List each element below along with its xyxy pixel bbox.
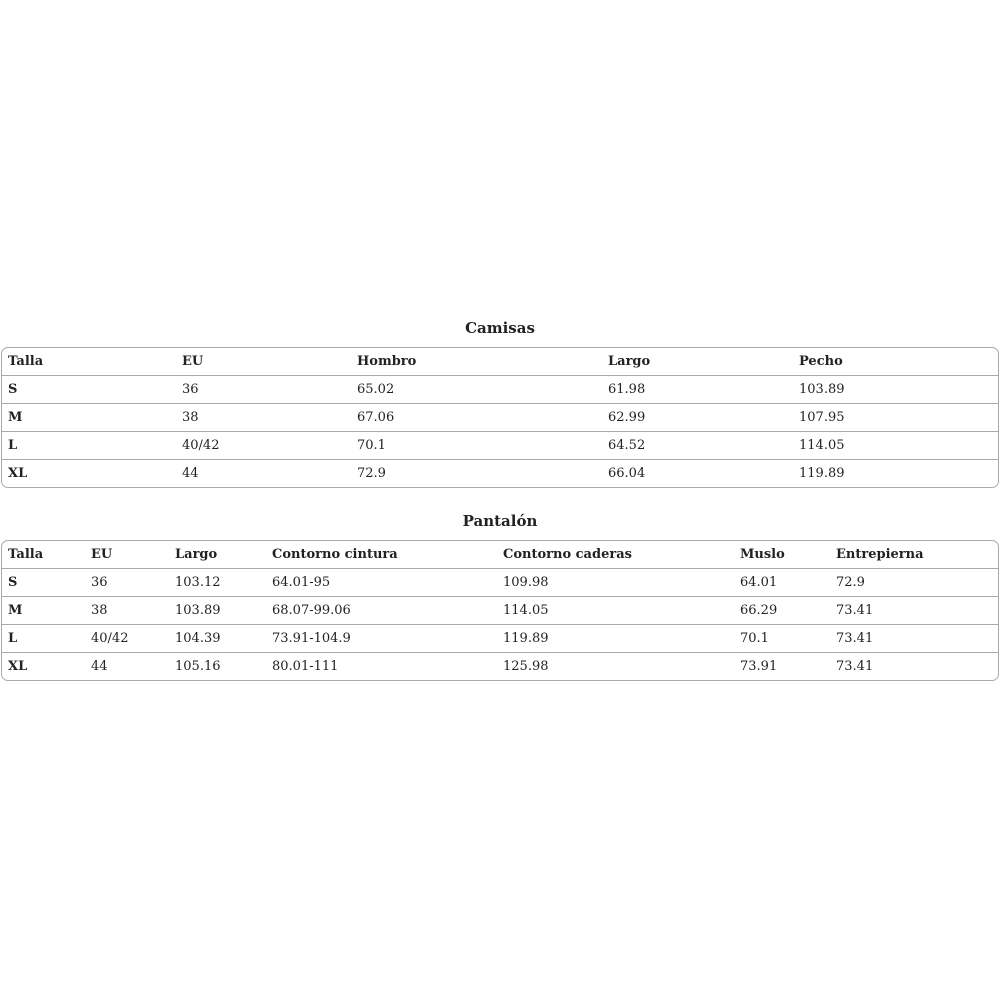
size-cell: XL bbox=[2, 653, 85, 681]
column-header: Entrepierna bbox=[836, 547, 924, 562]
size-cell: XL bbox=[2, 460, 176, 488]
table-cell: 119.89 bbox=[497, 625, 734, 653]
table-cell: 64.52 bbox=[602, 432, 793, 460]
table-row bbox=[2, 404, 998, 432]
camisas-title: Camisas bbox=[465, 319, 535, 337]
table-cell: 66.29 bbox=[734, 597, 830, 625]
table-cell: 68.07-99.06 bbox=[266, 597, 497, 625]
pantalon-title: Pantalón bbox=[462, 512, 538, 530]
table-cell: 107.95 bbox=[793, 404, 998, 432]
table-cell: 103.89 bbox=[169, 597, 266, 625]
table-cell: 103.89 bbox=[793, 376, 998, 404]
table-header-row bbox=[2, 348, 998, 376]
column-header: Pecho bbox=[799, 354, 843, 369]
column-header: EU bbox=[182, 354, 204, 369]
column-header: Contorno caderas bbox=[503, 547, 632, 562]
table-cell: 38 bbox=[176, 404, 351, 432]
table-cell: 103.12 bbox=[169, 569, 266, 597]
table-row bbox=[2, 376, 998, 404]
table-header-row bbox=[2, 541, 998, 569]
column-header: Contorno cintura bbox=[272, 547, 398, 562]
table-cell: 72.9 bbox=[830, 569, 998, 597]
table-cell: 44 bbox=[176, 460, 351, 488]
column-header: Muslo bbox=[740, 547, 785, 562]
column-header: Talla bbox=[8, 354, 44, 369]
table-cell: 70.1 bbox=[734, 625, 830, 653]
table-cell: 72.9 bbox=[351, 460, 602, 488]
table-cell: 65.02 bbox=[351, 376, 602, 404]
size-cell: L bbox=[2, 625, 85, 653]
size-cell: M bbox=[2, 404, 176, 432]
table-cell: 67.06 bbox=[351, 404, 602, 432]
table-row bbox=[2, 625, 998, 653]
table-cell: 73.41 bbox=[830, 625, 998, 653]
column-header: Largo bbox=[175, 547, 218, 562]
pantalon-table-container bbox=[1, 540, 999, 681]
table-cell: 36 bbox=[176, 376, 351, 404]
table-cell: 73.41 bbox=[830, 597, 998, 625]
table-cell: 109.98 bbox=[497, 569, 734, 597]
table-row bbox=[2, 460, 998, 488]
table-cell: 66.04 bbox=[602, 460, 793, 488]
table-row bbox=[2, 432, 998, 460]
table-row bbox=[2, 569, 998, 597]
size-cell: S bbox=[2, 569, 85, 597]
size-cell: L bbox=[2, 432, 176, 460]
table-cell: 114.05 bbox=[793, 432, 998, 460]
table-cell: 62.99 bbox=[602, 404, 793, 432]
table-row bbox=[2, 653, 998, 681]
pantalon-section bbox=[1, 511, 999, 681]
table-cell: 125.98 bbox=[497, 653, 734, 681]
column-header: EU bbox=[91, 547, 113, 562]
camisas-size-table bbox=[2, 348, 998, 487]
size-cell: M bbox=[2, 597, 85, 625]
column-header: Hombro bbox=[357, 354, 417, 369]
table-row bbox=[2, 597, 998, 625]
column-header: Talla bbox=[8, 547, 44, 562]
column-header: Largo bbox=[608, 354, 651, 369]
size-cell: S bbox=[2, 376, 176, 404]
table-cell: 44 bbox=[85, 653, 169, 681]
table-cell: 64.01-95 bbox=[266, 569, 497, 597]
camisas-section bbox=[1, 318, 999, 488]
table-cell: 104.39 bbox=[169, 625, 266, 653]
table-cell: 73.41 bbox=[830, 653, 998, 681]
table-cell: 73.91-104.9 bbox=[266, 625, 497, 653]
table-cell: 40/42 bbox=[85, 625, 169, 653]
table-cell: 64.01 bbox=[734, 569, 830, 597]
table-cell: 36 bbox=[85, 569, 169, 597]
table-cell: 73.91 bbox=[734, 653, 830, 681]
table-cell: 105.16 bbox=[169, 653, 266, 681]
table-cell: 61.98 bbox=[602, 376, 793, 404]
camisas-table-container bbox=[1, 347, 999, 488]
table-cell: 40/42 bbox=[176, 432, 351, 460]
table-cell: 80.01-111 bbox=[266, 653, 497, 681]
table-cell: 114.05 bbox=[497, 597, 734, 625]
table-cell: 38 bbox=[85, 597, 169, 625]
pantalon-size-table bbox=[2, 541, 998, 680]
table-cell: 119.89 bbox=[793, 460, 998, 488]
table-cell: 70.1 bbox=[351, 432, 602, 460]
